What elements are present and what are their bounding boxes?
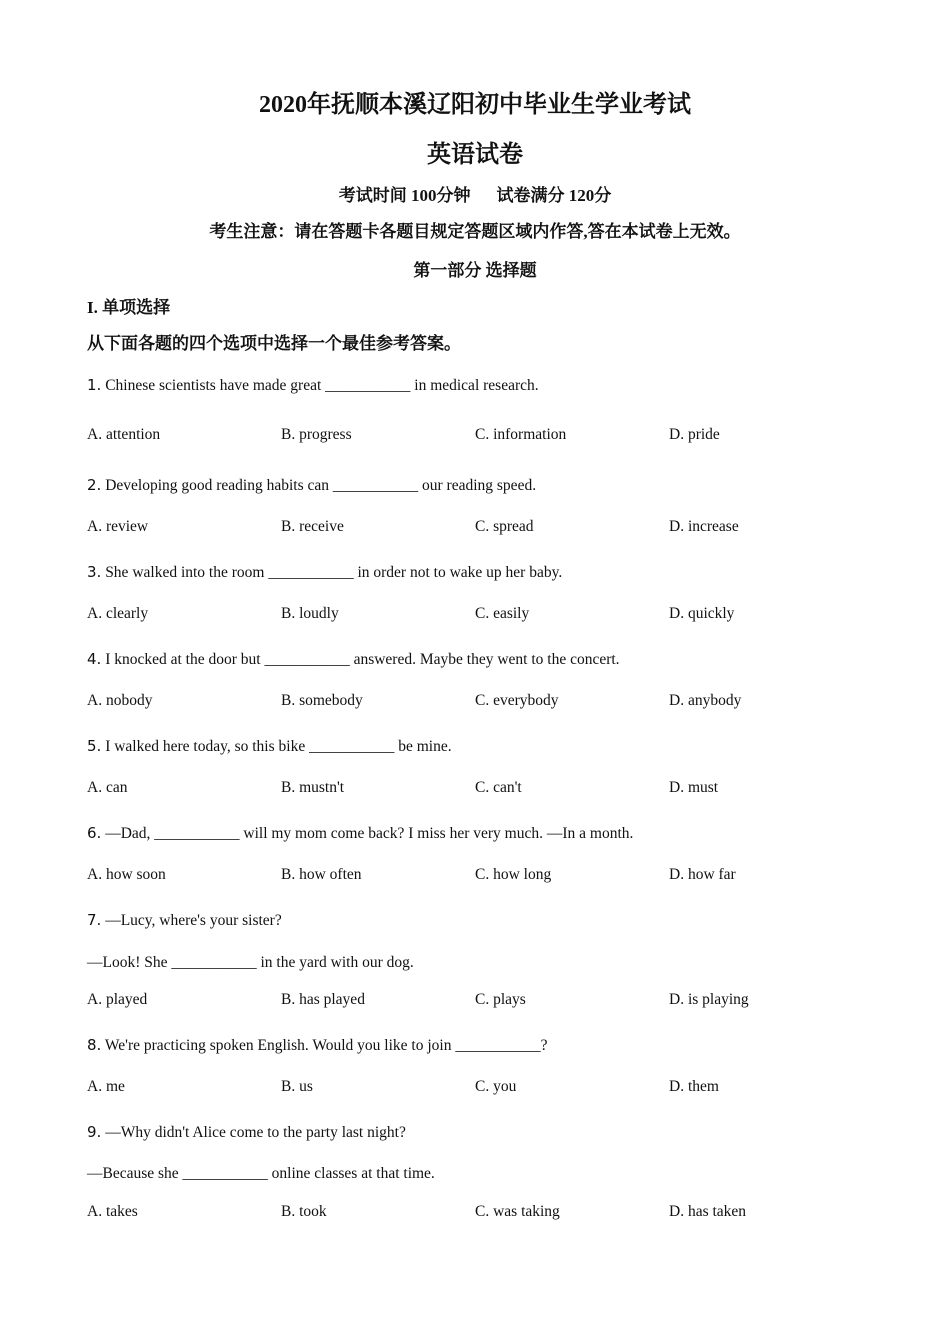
question-text: —Dad, ___________ will my mom come back? I miss her very much. —In a month.: [101, 825, 634, 842]
question-text: —Why didn't Alice come to the party last night?: [101, 1124, 406, 1141]
option-d[interactable]: D. them: [669, 1078, 719, 1095]
option-d[interactable]: D. how far: [669, 866, 736, 883]
option-a[interactable]: A. review: [87, 518, 149, 535]
part-heading: 第一部分 选择题: [413, 261, 537, 280]
exam-notice: 考生注意：请在答题卡各题目规定答题区域内作答,答在本试卷上无效。: [209, 222, 741, 241]
option-a[interactable]: A. me: [87, 1078, 125, 1095]
question-number: 4.: [87, 650, 102, 668]
question-number: 7.: [87, 911, 102, 929]
question-number: 5.: [87, 737, 102, 755]
question-7: [87, 911, 282, 930]
question-8: [87, 1036, 547, 1055]
option-b[interactable]: B. has played: [281, 991, 365, 1008]
exam-score: 试卷满分 120分: [496, 186, 612, 205]
question-text: I walked here today, so this bike ___________ be mine.: [101, 738, 452, 755]
question-9-response: —Because she ___________ online classes at that time.: [87, 1165, 435, 1182]
question-number: 8.: [87, 1036, 102, 1054]
option-b[interactable]: B. progress: [281, 426, 352, 443]
option-a[interactable]: A. takes: [87, 1203, 138, 1220]
option-d[interactable]: D. pride: [669, 426, 720, 443]
option-a[interactable]: A. clearly: [87, 605, 149, 622]
question-2: [87, 476, 536, 495]
question-text: She walked into the room ___________ in order not to wake up her baby.: [101, 564, 563, 581]
option-a[interactable]: A. attention: [87, 426, 161, 443]
question-text: We're practicing spoken English. Would you like to join ___________?: [101, 1037, 548, 1054]
option-a[interactable]: A. nobody: [87, 692, 153, 709]
option-b[interactable]: B. somebody: [281, 692, 363, 709]
question-text: Chinese scientists have made great ___________ in medical research.: [101, 377, 539, 394]
option-c[interactable]: C. spread: [475, 518, 534, 535]
option-c[interactable]: C. can't: [475, 779, 522, 796]
option-c[interactable]: C. was taking: [475, 1203, 560, 1220]
option-a[interactable]: A. played: [87, 991, 148, 1008]
option-b[interactable]: B. how often: [281, 866, 362, 883]
option-c[interactable]: C. information: [475, 426, 567, 443]
option-c[interactable]: C. easily: [475, 605, 530, 622]
option-d[interactable]: D. quickly: [669, 605, 735, 622]
option-d[interactable]: D. anybody: [669, 692, 742, 709]
option-d[interactable]: D. has taken: [669, 1203, 747, 1220]
question-6: [87, 824, 633, 843]
option-d[interactable]: D. is playing: [669, 991, 749, 1008]
question-number: 2.: [87, 476, 102, 494]
exam-info: [0, 181, 950, 206]
question-text: Developing good reading habits can ___________ our reading speed.: [101, 477, 537, 494]
question-1: [87, 376, 539, 395]
option-b[interactable]: B. us: [281, 1078, 313, 1095]
option-b[interactable]: B. loudly: [281, 605, 339, 622]
question-5: [87, 737, 452, 756]
question-text: I knocked at the door but ___________ answered. Maybe they went to the concert.: [101, 651, 620, 668]
option-b[interactable]: B. took: [281, 1203, 327, 1220]
option-c[interactable]: C. plays: [475, 991, 526, 1008]
question-4: [87, 650, 620, 669]
option-a[interactable]: A. can: [87, 779, 128, 796]
question-number: 9.: [87, 1123, 102, 1141]
exam-time: 考试时间 100分钟: [338, 186, 471, 205]
option-c[interactable]: C. how long: [475, 866, 552, 883]
option-b[interactable]: B. mustn't: [281, 779, 345, 796]
question-number: 3.: [87, 563, 102, 581]
option-a[interactable]: A. how soon: [87, 866, 166, 883]
question-text: —Lucy, where's your sister?: [101, 912, 282, 929]
option-b[interactable]: B. receive: [281, 518, 344, 535]
section-instruction: 从下面各题的四个选项中选择一个最佳参考答案。: [87, 334, 461, 353]
question-number: 6.: [87, 824, 102, 842]
question-9: [87, 1123, 406, 1142]
question-7-response: —Look! She ___________ in the yard with our dog.: [87, 954, 414, 971]
exam-subtitle: 英语试卷: [427, 142, 523, 168]
option-d[interactable]: D. increase: [669, 518, 739, 535]
exam-title: 2020年抚顺本溪辽阳初中毕业生学业考试: [259, 92, 691, 118]
question-number: 1.: [87, 376, 102, 394]
option-c[interactable]: C. you: [475, 1078, 517, 1095]
option-d[interactable]: D. must: [669, 779, 719, 796]
option-c[interactable]: C. everybody: [475, 692, 559, 709]
question-3: [87, 563, 562, 582]
section-label: I. 单项选择: [87, 298, 171, 317]
